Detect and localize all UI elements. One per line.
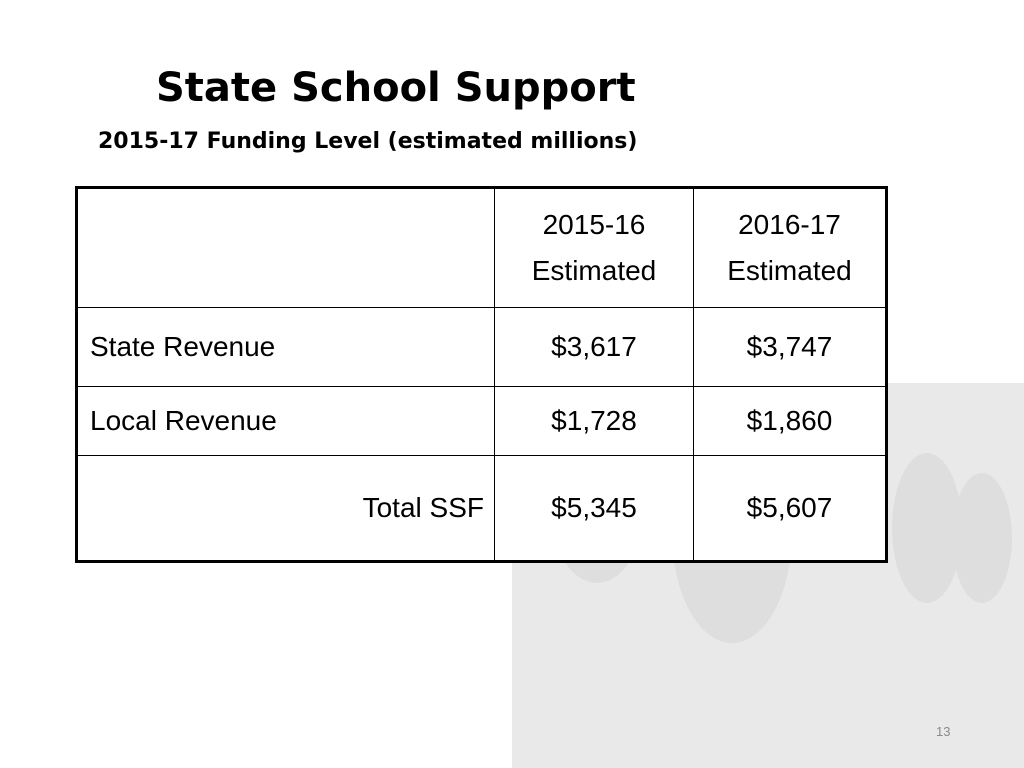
cell-value: $5,345 xyxy=(495,456,694,562)
funding-table xyxy=(75,186,888,563)
header-empty-cell xyxy=(77,188,495,308)
slide-subtitle: 2015-17 Funding Level (estimated millions) xyxy=(98,129,638,154)
table-row xyxy=(77,308,887,387)
table-row-total xyxy=(77,456,887,562)
cell-value: $3,747 xyxy=(694,308,887,387)
cell-value: $1,728 xyxy=(495,387,694,456)
row-label: State Revenue xyxy=(77,308,495,387)
header-year: 2016-17 xyxy=(738,209,841,240)
header-year: 2015-16 xyxy=(542,209,646,240)
cell-value: $3,617 xyxy=(495,308,694,387)
header-2016-17 xyxy=(694,188,887,308)
cell-value: $1,860 xyxy=(694,387,887,456)
slide-title: State School Support xyxy=(156,65,636,111)
page-number: 13 xyxy=(936,724,951,739)
cell-value: $5,607 xyxy=(694,456,887,562)
photo-figure xyxy=(952,473,1012,603)
table-header-row xyxy=(77,188,887,308)
header-2015-16 xyxy=(495,188,694,308)
table-row xyxy=(77,387,887,456)
header-estimated: Estimated xyxy=(531,255,657,286)
row-label: Total SSF xyxy=(77,456,495,562)
row-label: Local Revenue xyxy=(77,387,495,456)
header-estimated: Estimated xyxy=(727,255,852,286)
